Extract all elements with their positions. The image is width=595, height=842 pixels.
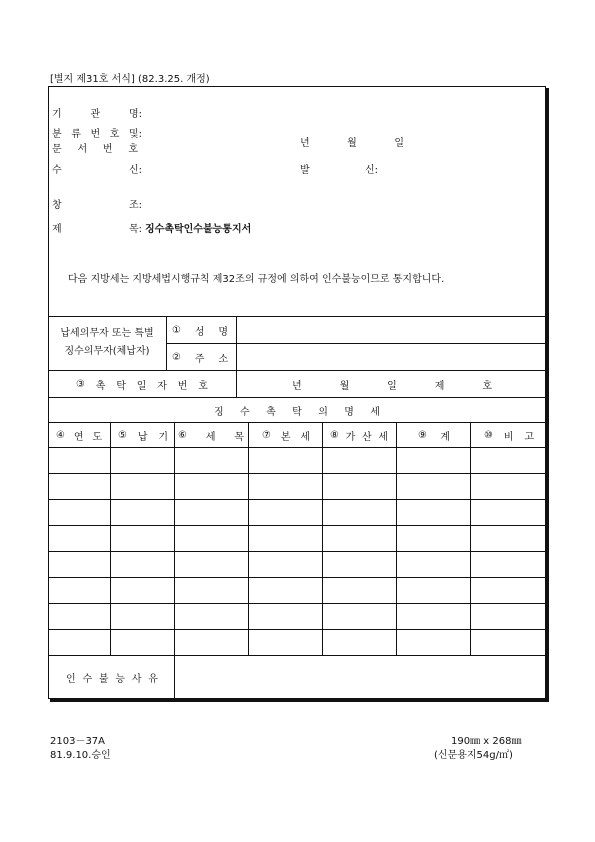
table-column-line bbox=[396, 422, 397, 655]
notice-text: 다음 지방세는 지방세법시행규칙 제32조의 규정에 의하여 인수불능이므로 통지합니다. bbox=[68, 274, 445, 285]
reason-divider bbox=[174, 655, 175, 699]
taxpayer-divider-2 bbox=[236, 316, 237, 370]
subject-value: 징수촉탁인수불능통지서 bbox=[145, 224, 252, 235]
agency-label: 기 관 명: bbox=[52, 109, 142, 120]
taxpayer-label-line2: 징수의무자(체납자) bbox=[64, 345, 150, 357]
frame-shadow-bottom bbox=[50, 699, 549, 702]
column-tax-item: ⑥ 세 목 bbox=[178, 429, 244, 443]
commission-label: ③ 촉 탁 일 자 번 호 bbox=[76, 378, 208, 392]
detail-title-top-line bbox=[48, 397, 546, 398]
footer-code: 2103－37A bbox=[50, 736, 106, 747]
table-row-line bbox=[48, 473, 546, 474]
table-row-line bbox=[48, 525, 546, 526]
date-label: 년 월 일 bbox=[300, 138, 404, 149]
table-row-line bbox=[48, 577, 546, 578]
form-header: [별지 제31호 서식] (82.3.25. 개정) bbox=[50, 74, 210, 85]
address-label: ② 주 소 bbox=[172, 351, 228, 365]
table-top-line bbox=[48, 316, 546, 317]
taxpayer-mid-line bbox=[166, 343, 546, 344]
reason-input-area[interactable] bbox=[176, 657, 544, 697]
table-row-line bbox=[48, 629, 546, 630]
commission-top-line bbox=[48, 370, 546, 371]
columns-bottom-line bbox=[48, 447, 546, 448]
column-principal: ⑦ 본 세 bbox=[262, 429, 310, 443]
column-remarks: ⑩ 비 고 bbox=[484, 429, 534, 443]
table-row-line bbox=[48, 603, 546, 604]
detail-title: 징 수 촉 탁 의 명 세 bbox=[214, 406, 380, 418]
recipient-label: 수 신: bbox=[52, 165, 142, 176]
taxpayer-label-line1: 납세의무자 또는 특별 bbox=[60, 327, 154, 339]
footer-approval: 81.9.10.승인 bbox=[50, 750, 111, 761]
table-column-line bbox=[248, 422, 249, 655]
table-row-line bbox=[48, 551, 546, 552]
taxpayer-divider-1 bbox=[166, 316, 167, 370]
table-column-line bbox=[174, 422, 175, 655]
class-no-label: 분 류 번 호 및: bbox=[52, 129, 142, 140]
column-additional: ⑧ 가 산 세 bbox=[330, 429, 388, 443]
sender-label: 발 신: bbox=[300, 165, 378, 176]
commission-divider bbox=[236, 370, 237, 397]
columns-top-line bbox=[48, 422, 546, 423]
reason-top-line bbox=[48, 655, 546, 656]
subject-label: 제 목: bbox=[52, 224, 142, 235]
frame-shadow-right bbox=[546, 88, 549, 701]
column-year: ④ 연 도 bbox=[56, 429, 102, 443]
footer-paper: (신문용지54g/㎡) bbox=[434, 750, 513, 761]
reference-label: 창 조: bbox=[52, 200, 142, 211]
commission-date-number: 년 월 일 제 호 bbox=[292, 380, 492, 392]
table-column-line bbox=[110, 422, 111, 655]
column-total: ⑨ 계 bbox=[418, 429, 450, 443]
name-label: ① 성 명 bbox=[172, 324, 228, 338]
doc-no-label: 문 서 번 호 bbox=[52, 144, 138, 155]
table-column-line bbox=[322, 422, 323, 655]
table-column-line bbox=[470, 422, 471, 655]
table-row-line bbox=[48, 499, 546, 500]
column-due: ⑤ 납 기 bbox=[118, 429, 168, 443]
reason-label: 인 수 불 능 사 유 bbox=[66, 673, 158, 685]
footer-size: 190㎜ x 268㎜ bbox=[451, 736, 522, 747]
